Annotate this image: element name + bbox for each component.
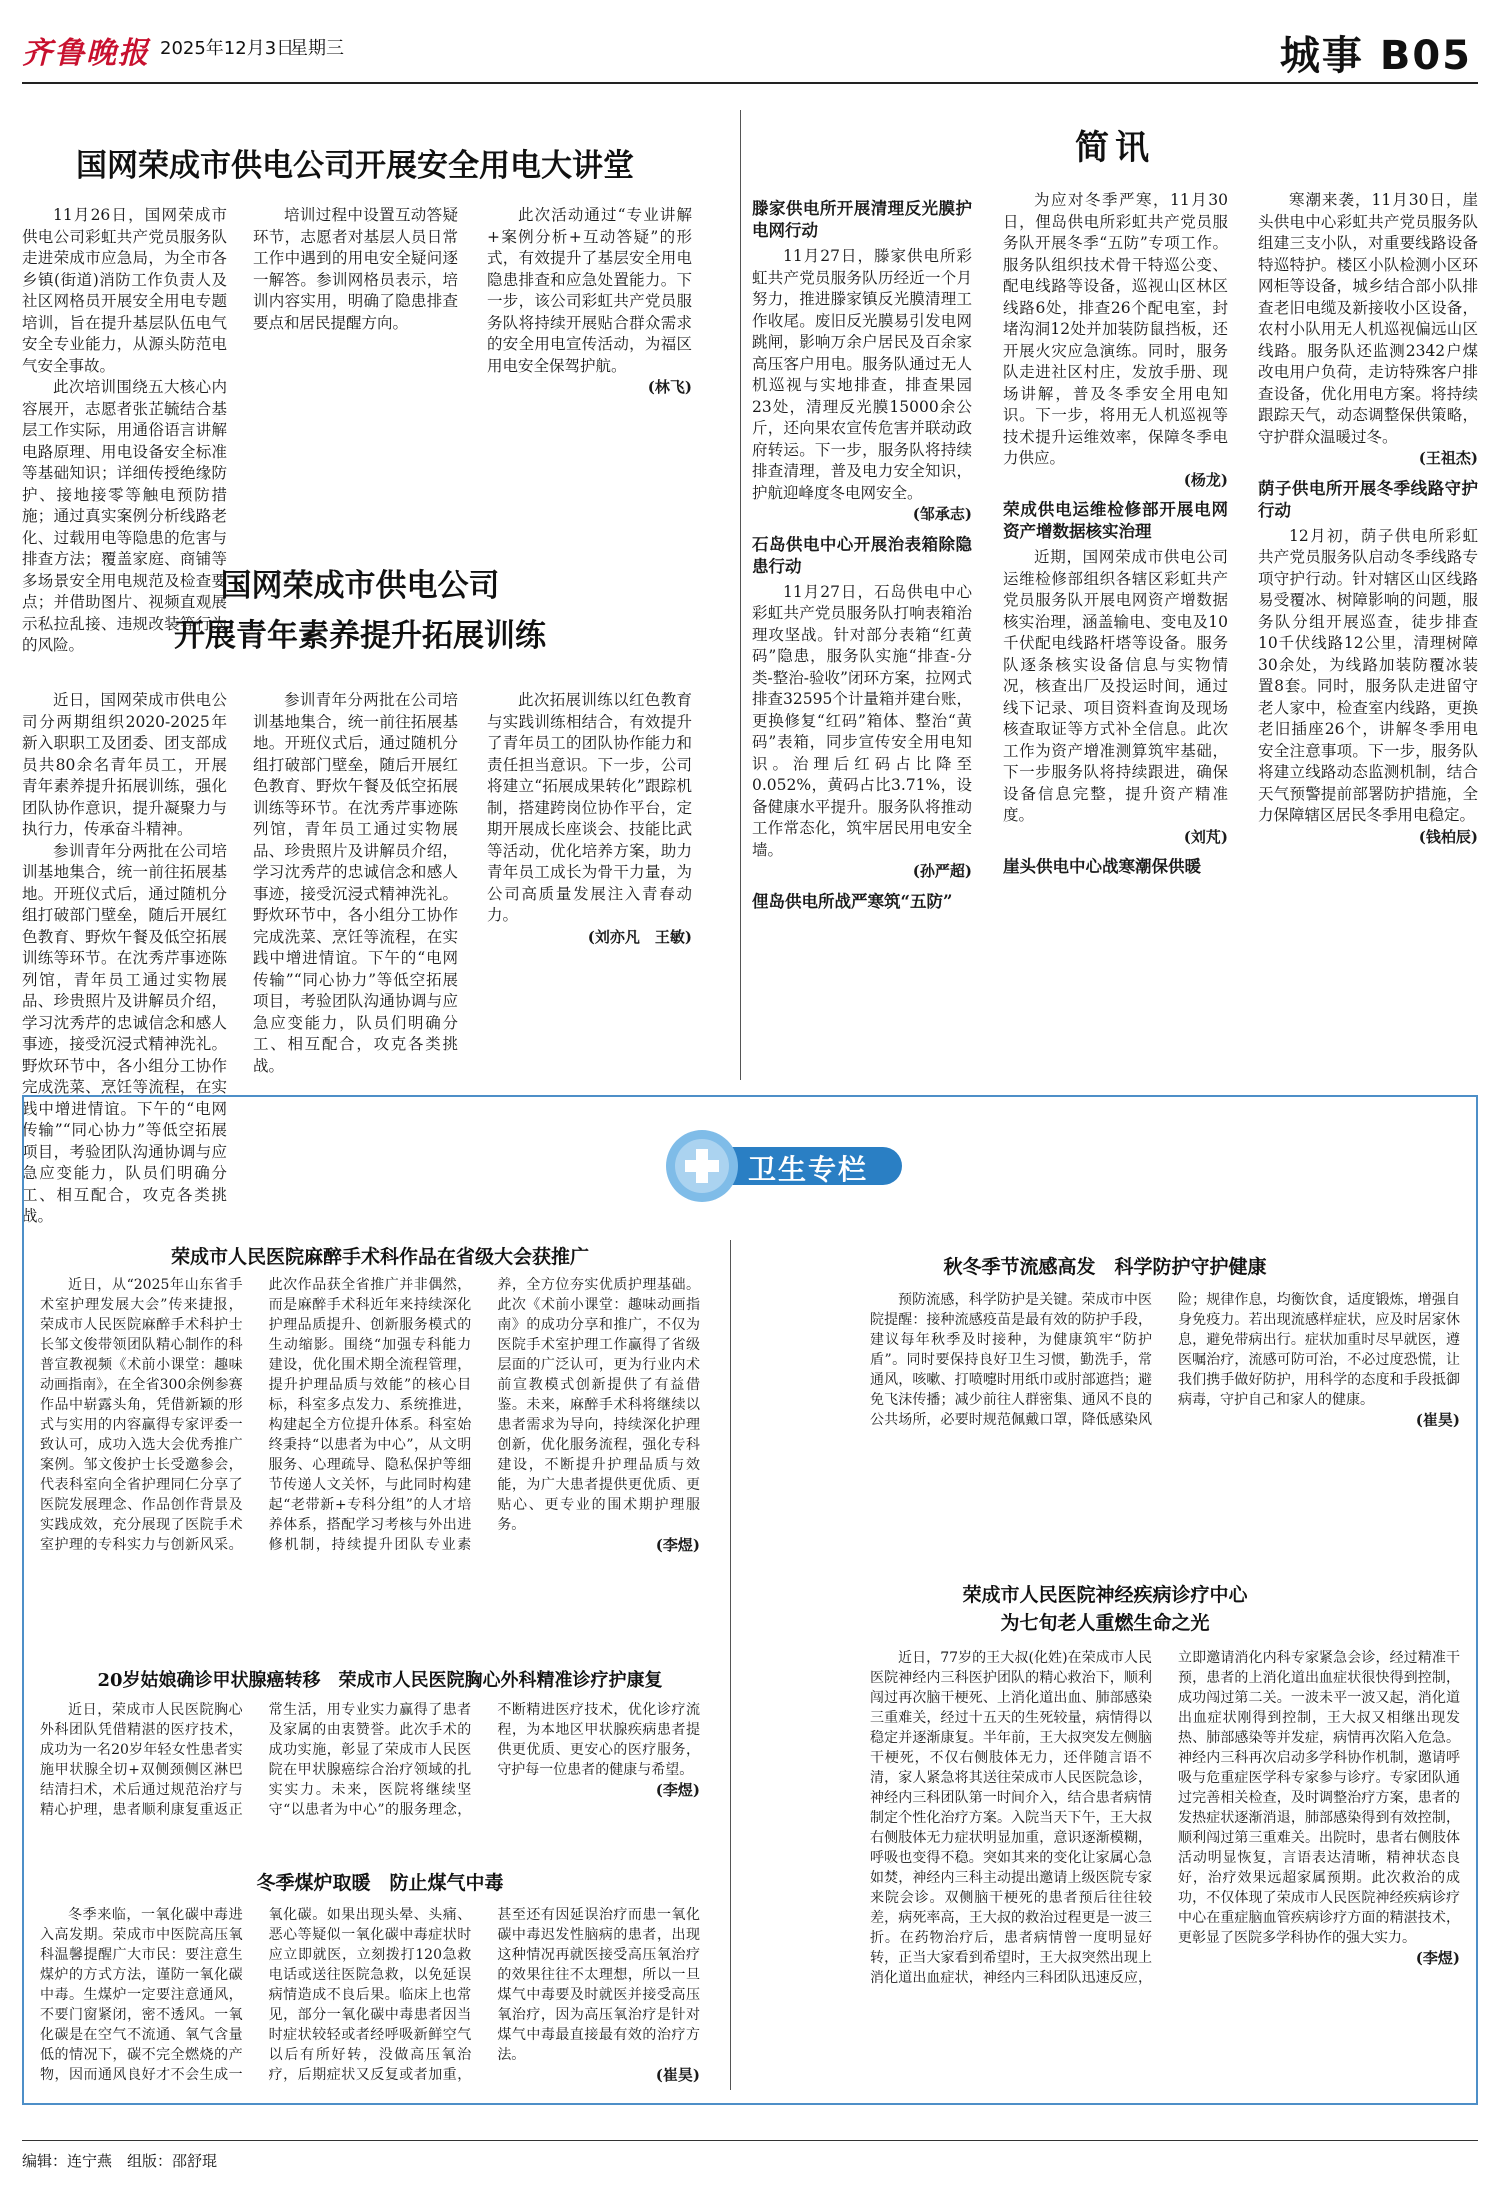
health-article3-title: 冬季煤炉取暖 防止煤气中毒 [256, 1872, 504, 1894]
article2-paragraph: 此次拓展训练以红色教育与实践训练相结合，有效提升了青年员工的团队协作能力和责任担当意识。下一步，公司将建立“拓展成果转化”跟踪机制，搭建跨岗位协作平台，定期开展成长座谈会、技能比武等活动，优化培养方案，助力青年员工成长为骨干力量，为公司高质量发展注入青春动力。 [487, 691, 692, 924]
health-article1-byline: (李煜) [655, 1536, 700, 1554]
article2-title-line1: 国网荣成市供电公司 [220, 568, 500, 604]
health-article5-text: 近日，77岁的王大叔(化姓)在荣成市人民医院神经内三科医护团队的精心救治下，顺利闯过再次脑干梗死、上消化道出血、肺部感染三重难关，经过十五天的生死较量，病情得以稳定并逐渐康复。半年前，王大叔突发左侧脑干梗死，不仅右侧肢体无力，还伴随言语不清，家人紧急将其送往荣成市人民医院急诊，神经内三科团队第一时间介入，结合患者病情制定个性化治疗方案。入院当天下午，王大叔右侧肢体无力症状明显加重，意识逐渐模糊，呼吸也变得不稳。突如其来的变化让家属心急如焚，神经内三科主动提出邀请上级医院专家来院会诊。双侧脑干梗死的患者预后往往较差，病死率高，王大叔的救治过程更是一波三折。在药物治疗后，患者病情曾一度明显好转，正当大家看到希望时，王大叔突然出现上消化道出血症状，神经内三科团队迅速反应，立即邀请消化内科专家紧急会诊，经过精准干预，患者的上消化道出血症状很快得到控制，成功闯过第二关。一波未平一波又起，消化道出血症状刚得到控制，王大叔又相继出现发热、肺部感染等并发症，病情再次陷入危急。神经内三科再次启动多学科协作机制，邀请呼吸与危重症医学科专家参与诊疗。专家团队通过完善相关检查，及时调整治疗方案，患者的发热症状逐渐消退，肺部感染得到有效控制，顺利闯过第三重难关。出院时，患者右侧肢体活动明显恢复，言语表达清晰，精神状态良好，治疗效果远超家属预期。此次救治的成功，不仅体现了荣成市人民医院神经疾病诊疗中心在重症脑血管疾病诊疗方面的精湛技术，更彰显了医院多学科协作的强大实力。 [870, 1650, 1460, 1986]
health-article5-byline: (李煜) [1415, 1949, 1460, 1967]
article2-paragraph: 参训青年分两批在公司培训基地集合，统一前往拓展基地。开班仪式后，通过随机分组打破部门壁垒，随后开展红色教育、野炊午餐及低空拓展训练等环节。在沈秀芹事迹陈列馆，青年员工通过实物展品、珍贵照片及讲解员介绍，学习沈秀芹的忠诚信念和感人事迹，接受沉浸式精神洗礼。野炊环节中，各小组分工协作完成洗菜、烹饪等流程，在实践中增进情谊。下午的“电网传输”“同心协力”等低空拓展项目，考验团队沟通协调与应急应变能力，队员们明确分工、相互配合，攻克各类挑战。 [253, 691, 458, 1075]
article1-paragraph: 此次活动通过“专业讲解+案例分析+互动答疑”的形式，有效提升了基层安全用电隐患排查和应急处置能力。下一步，该公司彩虹共产党员服务队将持续开展贴合群众需求的安全用电宣传活动，为福区用电安全保驾护航。 [487, 206, 692, 375]
briefs-col3 [1258, 190, 1478, 1080]
masthead [22, 22, 1478, 84]
newspaper-logo: 齐鲁晚报 [22, 36, 150, 71]
article1-paragraph: 11月26日，国网荣成市供电公司彩虹共产党员服务队走进荣成市应急局，为全市各乡镇(街道)消防工作负责人及社区网格员开展安全用电专题培训，旨在提升基层队伍电气安全专业能力，从源头防范电气安全事故。 [22, 206, 227, 375]
brief-text: 11月27日，石岛供电中心彩虹共产党员服务队打响表箱治理攻坚战。针对部分表箱“红黄码”隐患，服务队实施“排查-分类-整治-验收”闭环方案，拉网式排查32595个计量箱并建台账，更换修复“红码”箱体、整治“黄码”表箱，同步宣传安全用电知识。治理后红码占比降至0.052%，黄码占比3.71%，设备健康水平提升。服务队将推动工作常态化，筑牢居民用电安全墙。 [752, 582, 972, 859]
health-article4-text: 预防流感，科学防护是关键。荣成市中医院提醒：接种流感疫苗是最有效的防护手段，建议每年秋季及时接种，为健康筑牢“防护盾”。同时要保持良好卫生习惯，勤洗手，常通风，咳嗽、打喷嚏时用纸巾或肘部遮挡；避免飞沫传播；减少前往人群密集、通风不良的公共场所，必要时规范佩戴口罩，降低感染风险；规律作息，均衡饮食，适度锻炼，增强自身免疫力。若出现流感样症状，应及时居家休息，避免带病出行。症状加重时尽早就医，遵医嘱治疗，流感可防可治，不必过度恐慌，让我们携手做好防护，用科学的态度和手段抵御病毒，守护自己和家人的健康。 [870, 1292, 1460, 1428]
brief-title: 俚岛供电所战严寒筑“五防” [752, 891, 953, 911]
health-article2-byline: (李煜) [655, 1781, 700, 1799]
health-article1-body [40, 1275, 700, 1650]
brief-text: 为应对冬季严寒，11月30日，俚岛供电所彩虹共产党员服务队开展冬季“五防”专项工作。服务队组织技术骨干特巡公变、配电线路等设备，巡视山区林区线路6处，排查26个配电室，封堵沟洞12处并加装防鼠挡板，还开展火灾应急演练。同时，服务队走进社区村庄，发放手册、现场讲解，普及冬季安全用电知识。下一步，将用无人机巡视等技术提升运维效率，保障冬季电力供应。 [1003, 191, 1228, 467]
article1-byline: (林飞) [647, 378, 692, 396]
health-article2-text: 近日，荣成市人民医院胸心外科团队凭借精湛的医疗技术，成功为一名20岁年轻女性患者实施甲状腺全切+双侧颈侧区淋巴结清扫术，术后通过规范治疗与精心护理，患者顺利康复重返正常生活，用专业实力赢得了患者及家属的由衷赞誉。此次手术的成功实施，彰显了荣成市人民医院在甲状腺癌综合治疗领域的扎实实力。未来，医院将继续坚守“以患者为中心”的服务理念，不断精进医疗技术，优化诊疗流程，为本地区甲状腺疾病患者提供更优质、更安心的医疗服务，守护每一位患者的健康与希望。 [40, 1702, 700, 1818]
health-article1-title: 荣成市人民医院麻醉手术科作品在省级大会获推广 [170, 1246, 589, 1268]
article1-title: 国网荣成市供电公司开展安全用电大讲堂 [76, 148, 634, 184]
article2-col1 [22, 690, 227, 1225]
brief-text: 寒潮来袭，11月30日，崖头供电中心彩虹共产党员服务队组建三支小队，对重要线路设备特巡特护。楼区小队检测小区环网柜等设备，城乡结合部小队排查老旧电缆及新接收小区设备，农村小队用无人机巡视偏远山区线路。服务队还监测2342户煤改电用户负荷，走访特殊客户排查设备，优化用电方案。将持续跟踪天气，动态调整保供策略，守护群众温暖过冬。 [1258, 191, 1478, 446]
brief-text: 近期，国网荣成市供电公司运维检修部组织各辖区彩虹共产党员服务队开展电网资产增数据核实治理，涵盖输电、变电及10千伏配电线路杆塔等设备。服务队逐条核实设备信息与实物情况，核查出厂及投运时间，通过线下记录、项目资料查询及现场核查取证等方式补全信息。此次工作为资产增准测算筑牢基础，下一步服务队将持续跟进，确保设备信息完整，提升资产精准度。 [1003, 548, 1228, 824]
brief-text: 11月27日，滕家供电所彩虹共产党员服务队历经近一个月努力，推进滕家镇反光膜清理工作收尾。废旧反光膜易引发电网跳闸，影响万余户居民及百余家高压客户用电。服务队通过无人机巡视与实地排查，排查果园23处，清理反光膜15000余公斤，还向果农宣传危害并联动政府转运。下一步，服务队将持续排查清理，普及电力安全知识，护航迎峰度冬电网安全。 [752, 247, 972, 502]
brief-byline: (杨龙) [1183, 470, 1228, 489]
health-article3-body [40, 1905, 700, 2095]
health-article3-text: 冬季来临，一氧化碳中毒进入高发期。荣成市中医院高压氧科温馨提醒广大市民：要注意生煤炉的方式方法，谨防一氧化碳中毒。生煤炉一定要注意通风，不要门窗紧闭，密不透风。一氧化碳是在空气不流通、氧气含量低的情况下，碳不完全燃烧的产物，因而通风良好才不会生成一氧化碳。如果出现头晕、头痛、恶心等疑似一氧化碳中毒症状时应立即就医，立刻拨打120急救电话或送往医院急救，以免延误病情造成不良后果。临床上也常见，部分一氧化碳中毒患者因当时症状较轻或者经呼吸新鲜空气以后有所好转，没做高压氧治疗，后期症状又反复或者加重，甚至还有因延误治疗而患一氧化碳中毒迟发性脑病的患者，出现这种情况再就医接受高压氧治疗的效果往往不太理想，所以一旦煤气中毒要及时就医并接受高压氧治疗，因为高压氧治疗是针对煤气中毒最直接最有效的治疗方法。 [40, 1907, 700, 2083]
brief-title: 荫子供电所开展冬季线路守护行动 [1258, 478, 1478, 520]
section-label: 城事 B05 [1279, 33, 1472, 79]
health-article5-title-line2: 为七旬老人重燃生命之光 [1000, 1612, 1210, 1634]
health-article5-body [870, 1648, 1460, 2093]
article1-paragraph: 此次培训围绕五大核心内容展开，志愿者张芷毓结合基层工作实际，用通俗语言讲解电路原理、用电设备安全标准等基础知识；详细传授绝缘防护、接地接零等触电预防措施；通过真实案例分析线路老化、过载用电等隐患的危害与排查方法；覆盖家庭、商铺等多场景安全用电规范及检查要点；并借助图片、视频直观展示私拉乱接、违规改装等行为的风险。 [22, 378, 227, 654]
brief-text: 12月初，荫子供电所彩虹共产党员服务队启动冬季线路专项守护行动。针对辖区山区线路易受覆冰、树障影响的问题，服务队分组开展巡查，徒步排查10千伏线路12公里，清理树障30余处，为线路加装防覆冰装置8套。同时，服务队走进留守老人家中，检查室内线路，更换老旧插座26个，讲解冬季用电安全注意事项。下一步，服务队将建立线路动态监测机制，结合天气预警提前部署防护措施，全力保障辖区居民冬季用电稳定。 [1258, 526, 1478, 824]
footer-credits: 编辑：连宁燕 组版：邵舒琨 [22, 2152, 218, 2170]
article2-title-line2: 开展青年素养提升拓展训练 [174, 618, 546, 654]
footer-rule [22, 2140, 1478, 2141]
health-article2-title: 20岁姑娘确诊甲状腺癌转移 荣成市人民医院胸心外科精准诊疗护康复 [97, 1670, 663, 1691]
brief-byline: (刘芃) [1183, 827, 1228, 846]
health-article4-body [870, 1290, 1460, 1565]
health-article4-title: 秋冬季节流感高发 科学防护守护健康 [943, 1256, 1267, 1278]
article2-col3 [487, 690, 692, 1070]
brief-byline: (孙严超) [912, 862, 972, 880]
article1-col3 [487, 205, 692, 535]
briefs-title: 简讯 [1075, 128, 1155, 168]
article1-paragraph: 培训过程中设置互动答疑环节，志愿者对基层人员日常工作中遇到的用电安全疑问逐一解答。参训网格员表示，培训内容实用，明确了隐患排查要点和居民提醒方向。 [253, 206, 458, 332]
issue-date: 2025年12月3日 [160, 38, 295, 59]
article2-paragraph: 近日，国网荣成市供电公司分两期组织2020-2025年新入职职工及团委、团支部成员共80余名青年员工，开展青年素养提升拓展训练，强化团队协作意识，提升凝聚力与执行力，传承奋斗精神。 [22, 691, 227, 838]
health-banner-text: 卫生专栏 [748, 1153, 869, 1186]
article1-col2 [253, 205, 458, 535]
health-article2-body [40, 1700, 700, 1855]
article1-col1 [22, 205, 227, 654]
brief-byline: (邹承志) [912, 505, 972, 523]
brief-title: 荣成供电运维检修部开展电网资产增数据核实治理 [1003, 500, 1228, 541]
brief-title: 石岛供电中心开展治表箱除隐患行动 [752, 534, 972, 576]
health-article1-text: 近日，从“2025年山东省手术室护理发展大会”传来捷报，荣成市人民医院麻醉手术科护士长邹文俊带领团队精心制作的科普宣教视频《术前小课堂：趣味动画指南》，在全省300余例参赛作品中崭露头角，凭借新颖的形式与实用的内容赢得专家评委一致认可，成功入选大会优秀推广案例。邹文俊护士长受邀参会，代表科室向全省护理同仁分享了医院发展理念、作品创作背景及实践成效，充分展现了医院手术室护理的专科实力与创新风采。此次作品获全省推广并非偶然，而是麻醉手术科近年来持续深化护理品质提升、创新服务模式的生动缩影。围绕“加强专科能力建设，优化围术期全流程管理，提升护理品质与效能”的核心目标，科室多点发力、系统推进，构建起全方位提升体系。科室始终秉持“以患者为中心”，从文明服务、心理疏导、隐私保护等细节传递人文关怀，与此同时构建起“老带新+专科分组”的人才培养体系，搭配学习考核与外出进修机制，持续提升团队专业素养，全方位夯实优质护理基础。此次《术前小课堂：趣味动画指南》的成功分享和推广，不仅为医院手术室护理工作赢得了省级层面的广泛认可，更为行业内术前宣教模式创新提供了有益借鉴。未来，麻醉手术科将继续以患者需求为导向，持续深化护理创新，优化服务流程，强化专科建设，不断提升护理品质与效能，为广大患者提供更优质、更贴心、更专业的围术期护理服务。 [40, 1277, 700, 1553]
health-column-divider [730, 1240, 731, 2090]
health-article4-byline: (崔昊) [1415, 1411, 1460, 1429]
briefs-col1 [752, 190, 972, 1080]
brief-title: 崖头供电中心战寒潮保供暖 [1003, 857, 1201, 876]
cross-icon-bar [685, 1160, 719, 1172]
brief-byline: (钱柏辰) [1418, 827, 1478, 846]
issue-weekday: 星期三 [290, 38, 344, 59]
article2-col2 [253, 690, 458, 1075]
briefs-col2 [1003, 190, 1228, 1080]
column-divider [740, 110, 741, 1080]
article2-byline: (刘亦凡 王敏) [587, 927, 692, 946]
health-article3-byline: (崔昊) [655, 2066, 700, 2084]
health-article5-title-line1: 荣成市人民医院神经疾病诊疗中心 [962, 1584, 1248, 1606]
article2-paragraph: 参训青年分两批在公司培训基地集合，统一前往拓展基地。开班仪式后，通过随机分组打破部门壁垒，随后开展红色教育、野炊午餐及低空拓展训练等环节。在沈秀芹事迹陈列馆，青年员工通过实物展品、珍贵照片及讲解员介绍，学习沈秀芹的忠诚信念和感人事迹，接受沉浸式精神洗礼。野炊环节中，各小组分工协作完成洗菜、烹饪等流程，在实践中增进情谊。下午的“电网传输”“同心协力”等低空拓展项目，考验团队沟通协调与应急应变能力，队员们明确分工、相互配合，攻克各类挑战。 [22, 841, 227, 1225]
brief-byline: (王祖杰) [1418, 449, 1478, 467]
brief-title: 滕家供电所开展清理反光膜护电网行动 [752, 199, 972, 240]
